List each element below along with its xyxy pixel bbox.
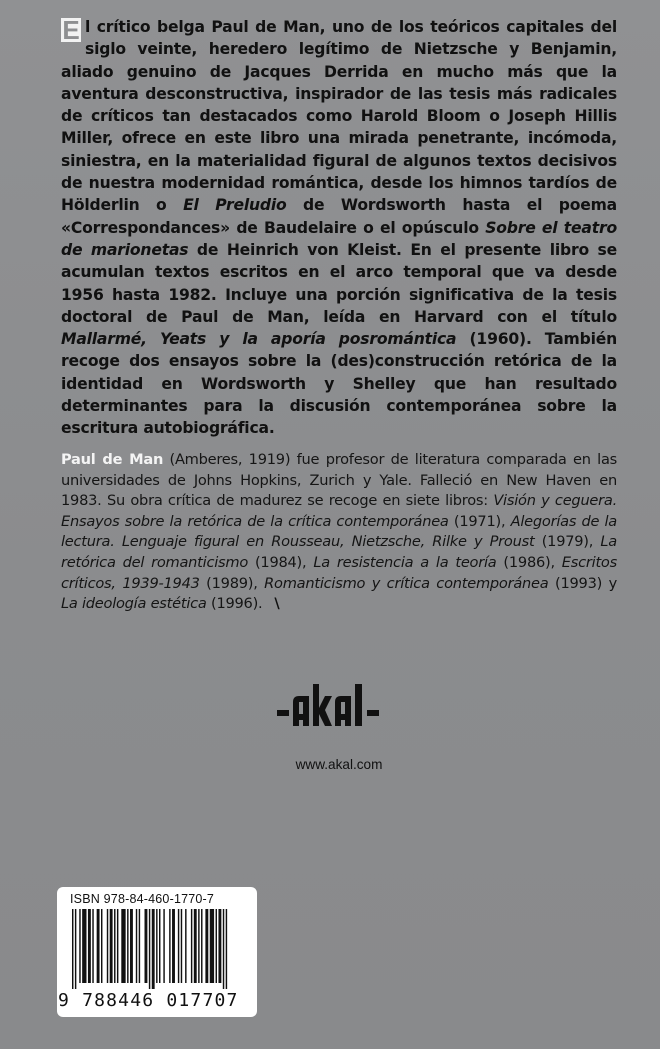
author-name: Paul de Man bbox=[61, 451, 164, 468]
barcode-bar bbox=[194, 909, 197, 983]
barcode-bar bbox=[107, 909, 108, 983]
title-mallarme-yeats: Mallarmé, Yeats y la aporía posromántica bbox=[61, 330, 457, 349]
barcode-bar bbox=[136, 909, 137, 983]
barcode-bar bbox=[114, 909, 115, 983]
barcode-bar bbox=[72, 909, 73, 989]
barcode-bar bbox=[130, 909, 133, 983]
barcode-bar bbox=[92, 909, 93, 983]
barcode-bar bbox=[205, 909, 208, 983]
barcode-bar bbox=[216, 909, 217, 983]
barcode-bar bbox=[145, 909, 148, 983]
barcode-bar bbox=[127, 909, 128, 983]
barcode-bar bbox=[163, 909, 164, 983]
barcode-bar bbox=[191, 909, 192, 983]
barcode-bar bbox=[210, 909, 214, 983]
bio-text: (1996). bbox=[206, 595, 263, 613]
title-el-preludio: El Preludio bbox=[183, 196, 287, 215]
author-bio-paragraph bbox=[61, 450, 617, 615]
barcode-bar bbox=[117, 909, 118, 983]
synopsis-text-4: (1960). También recoge dos ensayos sobre la (des)construcción retórica de la identidad en Wordsworth y Shelley que han resultado determinantes para la discusión contemporánea sobre la escritura autobiográfica. bbox=[61, 330, 617, 438]
drop-cap: E bbox=[62, 15, 80, 45]
bio-text: (1979), bbox=[534, 533, 601, 551]
barcode-bar bbox=[88, 909, 91, 983]
book-title: La retórica del romanticismo bbox=[61, 533, 617, 571]
barcode-bar bbox=[121, 909, 125, 983]
akal-logo-mark bbox=[275, 676, 405, 740]
barcode-bar bbox=[178, 909, 179, 983]
barcode-bar bbox=[172, 909, 175, 983]
barcode-bar bbox=[185, 909, 186, 983]
bio-text: (1993) y bbox=[548, 574, 617, 592]
book-title: Romanticismo y crítica contemporánea bbox=[264, 574, 549, 592]
barcode-bar bbox=[198, 909, 199, 983]
synopsis-text-3: de Heinrich von Kleist. En el presente libro se acumulan textos escritos en el arco temporal que va desde 1956 hasta 1982. Incluye una porción significativa de la tesis doctoral de Paul de Man, leída en Harvard con el título bbox=[61, 240, 617, 326]
barcode-bars bbox=[70, 909, 250, 989]
barcode-bar bbox=[223, 909, 224, 989]
synopsis-paragraph bbox=[61, 16, 617, 440]
book-title: Escritos críticos, 1939-1943 bbox=[61, 553, 617, 592]
barcode-bar bbox=[82, 909, 86, 983]
book-title: La ideología estética bbox=[61, 595, 207, 613]
barcode-bar bbox=[169, 909, 170, 983]
end-mark: \ bbox=[274, 595, 280, 613]
bio-text: (Amberes, 1919) fue profesor de literatura comparada en las universidades de Johns Hopkins, Zurich y Yale. Falleció en New Haven en 1983. Su obra crítica de madurez se recoge en siete libros: bbox=[61, 451, 617, 510]
barcode-bar bbox=[97, 909, 100, 983]
barcode-bar bbox=[156, 909, 157, 983]
title-sobre-el-teatro: Sobre el teatro de marionetas bbox=[61, 218, 618, 259]
barcode-bar bbox=[218, 909, 221, 983]
bio-text: (1986), bbox=[496, 553, 562, 571]
barcode-bar bbox=[226, 909, 227, 989]
bio-text: (1971), bbox=[448, 512, 511, 530]
barcode bbox=[70, 909, 250, 995]
barcode-bar bbox=[101, 909, 102, 983]
book-title: La resistencia a la teoría bbox=[313, 553, 497, 571]
bio-text: (1984), bbox=[248, 553, 314, 571]
publisher-website: www.akal.com bbox=[295, 757, 383, 772]
barcode-bar bbox=[159, 909, 160, 983]
barcode-bar bbox=[139, 909, 140, 983]
barcode-bar bbox=[110, 909, 113, 983]
barcode-bar bbox=[79, 909, 80, 983]
barcode-bar bbox=[181, 909, 182, 983]
barcode-bar bbox=[152, 909, 155, 989]
book-title: Alegorías de la lectura. Lenguaje figural en Rousseau, Nietzsche, Rilke y Proust bbox=[61, 512, 618, 551]
bio-text: (1989), bbox=[199, 574, 265, 592]
barcode-bar bbox=[149, 909, 150, 989]
book-title: Visión y ceguera. Ensayos sobre la retórica de la crítica contemporánea bbox=[61, 492, 617, 530]
synopsis-text-2: de Wordsworth hasta el poema «Correspondances» de Baudelaire o el opúsculo bbox=[61, 196, 618, 237]
isbn-label: ISBN 978-84-460-1770-7 bbox=[70, 892, 215, 906]
barcode-bar bbox=[75, 909, 76, 989]
barcode-bar bbox=[201, 909, 202, 983]
akal-logo bbox=[275, 676, 405, 740]
ean-digits: 9 788446 017707 bbox=[58, 990, 239, 1011]
synopsis-text-1: l crítico belga Paul de Man, uno de los teóricos capitales del siglo veinte, heredero legítimo de Nietzsche y Benjamin, aliado genuino de Jacques Derrida en mucho más que la aventura desconstructiva, inspirador de las tesis más radicales de críticos tan destacados como Harold Bloom o Joseph Hillis Miller, ofrece en este libro una mirada penetrante, incómoda, siniestra, en la materialidad figural de algunos textos decisivos de nuestra modernidad romántica, desde los himnos tardíos de Hölderlin o bbox=[61, 18, 617, 215]
